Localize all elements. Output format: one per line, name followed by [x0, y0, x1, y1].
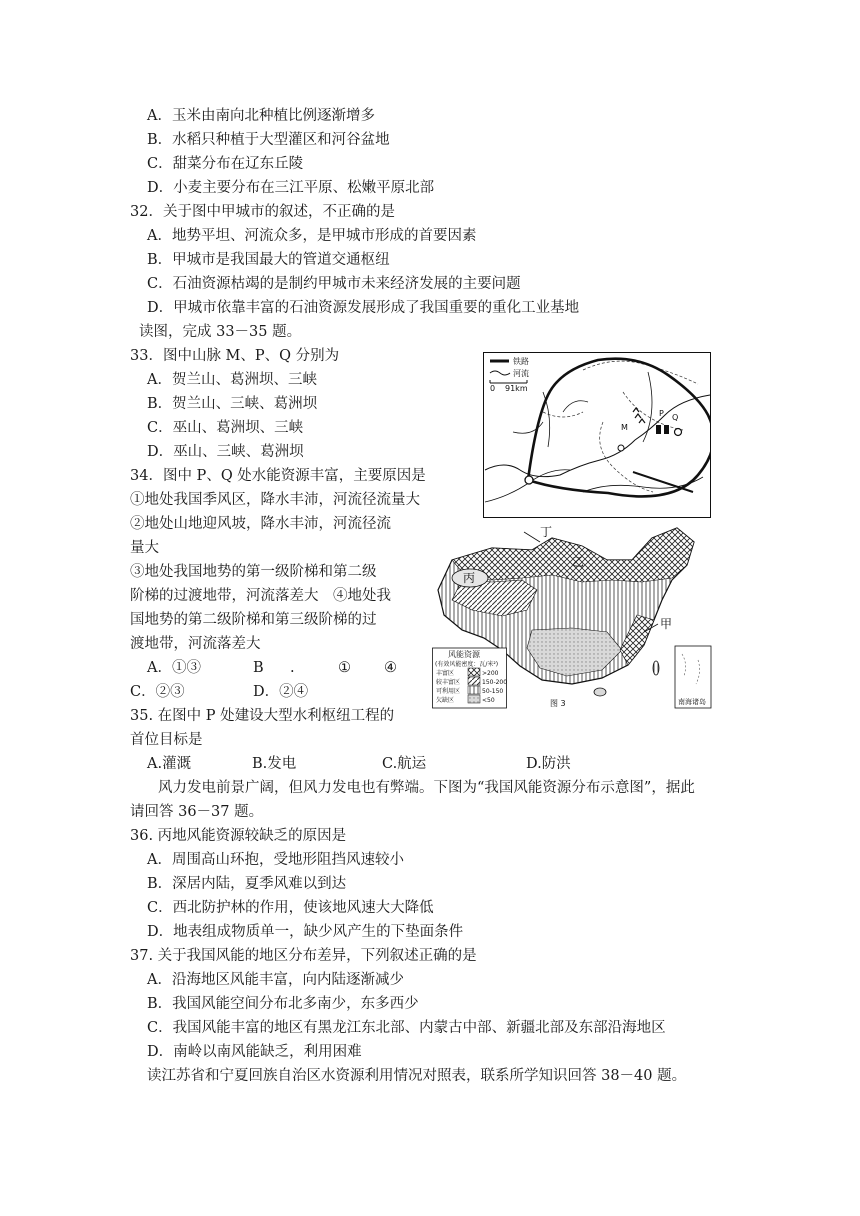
label-jia: 甲 — [660, 617, 673, 631]
q34-option-c: C．②③ — [130, 684, 185, 700]
q32-stem: 32．关于图中甲城市的叙述，不正确的是 — [130, 204, 395, 220]
q34-statement-3b: 阶梯的过渡地带，河流落差大 ④地处我 — [130, 588, 391, 604]
legend-row-4-range: <50 — [482, 697, 495, 704]
q33-option-b: B．贺兰山、三峡、葛洲坝 — [147, 396, 318, 412]
scale-km: 91km — [505, 384, 528, 393]
legend-row-3-range: 50-150 — [482, 688, 504, 695]
q33-option-a: A．贺兰山、葛洲坝、三峡 — [147, 372, 317, 388]
label-m: M — [621, 423, 628, 432]
legend-row-2-name: 较丰富区 — [436, 679, 461, 686]
legend-rail-label: 铁路 — [513, 357, 529, 366]
q31-option-c: C．甜菜分布在辽东丘陵 — [147, 156, 304, 172]
label-yi: 乙 — [572, 555, 585, 569]
q37-option-b: B．我国风能空间分布北多南少，东多西少 — [147, 996, 419, 1012]
q37-option-c: C．我国风能丰富的地区有黑龙江东北部、内蒙古中部、新疆北部及东部沿海地区 — [147, 1020, 666, 1036]
q36-option-a: A．周围高山环抱，受地形阻挡风速较小 — [147, 852, 404, 868]
q32-option-c: C．石油资源枯竭的是制约甲城市未来经济发展的主要问题 — [147, 276, 521, 292]
scale-zero: 0 — [490, 384, 496, 393]
label-bing: 丙 — [463, 571, 476, 585]
q34-option-a: A．①③ — [147, 660, 201, 676]
legend-river-label: 河流 — [513, 369, 529, 378]
dam-p-symbol — [656, 425, 661, 434]
intro-36-37-line1: 风力发电前景广阔，但风力发电也有弊端。下图为“我国风能资源分布示意图”，据此 — [158, 780, 695, 796]
intro-36-37-line2: 请回答 36－37 题。 — [130, 804, 264, 820]
q33-stem: 33．图中山脉 M、P、Q 分别为 — [130, 348, 340, 364]
q34-option-b-1: ① — [338, 660, 351, 676]
q37-option-d: D．南岭以南风能缺乏，利用困难 — [147, 1044, 362, 1060]
q34-option-d: D．②④ — [253, 684, 309, 700]
q33-option-c: C．巫山、葛洲坝、三峡 — [147, 420, 304, 436]
q34-statement-3c: 国地势的第二级阶梯和第三级阶梯的过 — [130, 612, 377, 628]
q34-statement-2b: 量大 — [130, 540, 159, 556]
q36-option-b: B．深居内陆，夏季风难以到达 — [147, 876, 347, 892]
legend-row-1-range: >200 — [482, 670, 499, 677]
q34-statement-3a: ③地处我国地势的第一级阶梯和第二级 — [130, 564, 377, 580]
legend-row-4-name: 欠缺区 — [436, 697, 455, 704]
q34-option-b-4: ④ — [384, 660, 397, 676]
q34-statement-1: ①地处我国季风区，降水丰沛，河流径流量大 — [130, 492, 420, 508]
dam-q-symbol — [664, 425, 669, 434]
q34-statement-3d: 渡地带，河流落差大 — [130, 636, 261, 652]
legend-subtitle: (有效风能密度：瓦/米²) — [435, 661, 499, 668]
q31-option-b: B．水稻只种植于大型灌区和河谷盆地 — [147, 132, 390, 148]
q35-stem-b: 首位目标是 — [130, 732, 203, 748]
inset-label: 南海诸岛 — [678, 698, 706, 706]
intro-38-40: 读江苏省和宁夏回族自治区水资源利用情况对照表，联系所学知识回答 38－40 题。 — [147, 1068, 687, 1084]
q36-option-d: D．地表组成物质单一，缺少风产生的下垫面条件 — [147, 924, 464, 940]
q34-option-b-dot: . — [290, 660, 295, 676]
legend-row-1-name: 丰富区 — [436, 670, 455, 677]
q34-stem: 34．图中 P、Q 处水能资源丰富，主要原因是 — [130, 468, 426, 484]
q35-stem-a: 35. 在图中 P 处建设大型水利枢纽工程的 — [130, 708, 395, 724]
intro-33-35: 读图，完成 33－35 题。 — [139, 324, 302, 340]
label-ding: 丁 — [540, 525, 553, 539]
wind-energy-map — [432, 520, 712, 710]
q32-option-b: B．甲城市是我国最大的管道交通枢纽 — [147, 252, 390, 268]
q36-stem: 36. 丙地风能资源较缺乏的原因是 — [130, 828, 347, 844]
q32-option-a: A．地势平坦、河流众多，是甲城市形成的首要因素 — [147, 228, 477, 244]
q31-option-d: D．小麦主要分布在三江平原、松嫩平原北部 — [147, 180, 435, 196]
q34-option-b: B — [253, 660, 264, 676]
q33-option-d: D．巫山、三峡、葛洲坝 — [147, 444, 304, 460]
legend-row-3-name: 可利用区 — [436, 688, 461, 695]
q35-option-c: C.航运 — [382, 756, 427, 772]
label-p: P — [659, 409, 664, 418]
legend-title: 风能资源 — [448, 650, 480, 659]
river-railway-map — [483, 352, 711, 518]
figure-label: 图 3 — [550, 699, 566, 708]
q32-option-d: D．甲城市依靠丰富的石油资源发展形成了我国重要的重化工业基地 — [147, 300, 580, 316]
q34-statement-2a: ②地处山地迎风坡，降水丰沛，河流径流 — [130, 516, 391, 532]
label-q: Q — [672, 413, 679, 422]
q35-option-b: B.发电 — [252, 756, 297, 772]
q31-option-a: A．玉米由南向北种植比例逐渐增多 — [147, 108, 375, 124]
q37-option-a: A．沿海地区风能丰富，向内陆逐渐减少 — [147, 972, 404, 988]
q36-option-c: C．西北防护林的作用，使该地风速大大降低 — [147, 900, 434, 916]
q35-option-d: D.防洪 — [526, 756, 571, 772]
legend-row-2-range: 150-200 — [482, 679, 508, 686]
q37-stem: 37. 关于我国风能的地区分布差异，下列叙述正确的是 — [130, 948, 477, 964]
q35-option-a: A.灌溉 — [147, 756, 192, 772]
